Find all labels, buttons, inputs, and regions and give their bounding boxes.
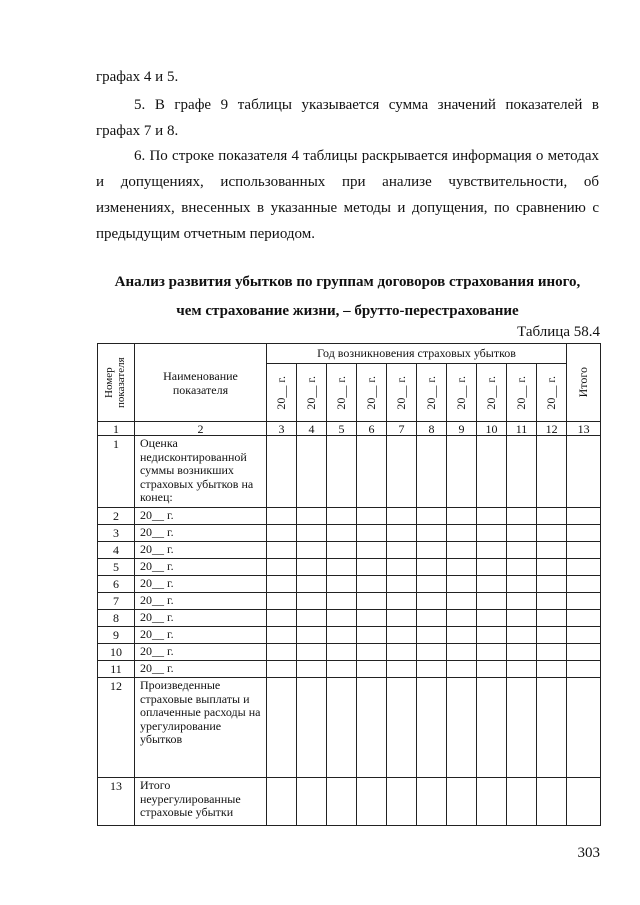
data-cell xyxy=(357,576,387,593)
column-number-cell: 12 xyxy=(537,422,567,436)
header-total-label: Итого xyxy=(576,367,591,398)
data-cell xyxy=(447,576,477,593)
data-cell xyxy=(267,525,297,542)
data-cell xyxy=(507,778,537,826)
data-cell xyxy=(417,661,447,678)
paragraph-item-5 xyxy=(96,92,599,144)
paragraph-line: графах 7 и 8. xyxy=(96,123,179,139)
paragraph-line: и допущениях, использованных при анализе чувствительности, об xyxy=(96,174,599,190)
loss-development-table xyxy=(97,343,601,826)
data-cell xyxy=(447,644,477,661)
header-total xyxy=(567,344,601,422)
data-cell xyxy=(387,593,417,610)
data-cell xyxy=(447,661,477,678)
data-cell xyxy=(567,661,601,678)
row-name-cell: Произведенные страховые выплаты и оплаченные расходы на урегулирование убытков xyxy=(135,678,267,778)
table-row xyxy=(98,644,601,661)
row-name-cell: 20__ г. xyxy=(135,593,267,610)
data-cell xyxy=(327,559,357,576)
data-cell xyxy=(417,627,447,644)
data-cell xyxy=(417,778,447,826)
column-number-cell: 11 xyxy=(507,422,537,436)
year-header-cell xyxy=(507,364,537,422)
data-cell xyxy=(357,559,387,576)
data-cell xyxy=(477,436,507,508)
data-cell xyxy=(537,508,567,525)
row-name-cell: 20__ г. xyxy=(135,610,267,627)
data-cell xyxy=(357,627,387,644)
data-cell xyxy=(507,627,537,644)
data-cell xyxy=(387,542,417,559)
row-name-cell: 20__ г. xyxy=(135,644,267,661)
row-name-cell: 20__ г. xyxy=(135,627,267,644)
data-cell xyxy=(327,644,357,661)
paragraph-fragment: графах 4 и 5. xyxy=(96,69,179,85)
data-cell xyxy=(297,661,327,678)
data-cell xyxy=(507,508,537,525)
year-header-cell xyxy=(477,364,507,422)
data-cell xyxy=(327,678,357,778)
data-cell xyxy=(477,610,507,627)
row-number-cell: 2 xyxy=(98,508,135,525)
data-cell xyxy=(417,542,447,559)
data-cell xyxy=(477,576,507,593)
data-cell xyxy=(327,542,357,559)
data-cell xyxy=(297,559,327,576)
year-header-label: 20__ г. xyxy=(304,375,318,410)
row-number-cell: 4 xyxy=(98,542,135,559)
year-header-label: 20__ г. xyxy=(394,375,408,410)
data-cell xyxy=(567,610,601,627)
data-cell xyxy=(387,678,417,778)
data-cell xyxy=(267,508,297,525)
table-row xyxy=(98,559,601,576)
data-cell xyxy=(357,593,387,610)
data-cell xyxy=(477,627,507,644)
row-number-cell: 5 xyxy=(98,559,135,576)
row-number-cell: 3 xyxy=(98,525,135,542)
data-cell xyxy=(567,559,601,576)
year-header-cell xyxy=(537,364,567,422)
data-cell xyxy=(417,644,447,661)
data-cell xyxy=(477,508,507,525)
data-cell xyxy=(297,593,327,610)
year-header-cell xyxy=(417,364,447,422)
data-cell xyxy=(567,576,601,593)
table-body xyxy=(98,436,601,826)
data-cell xyxy=(477,778,507,826)
data-cell xyxy=(447,627,477,644)
paragraph-item-6 xyxy=(96,143,599,247)
data-cell xyxy=(537,525,567,542)
data-cell xyxy=(507,610,537,627)
data-cell xyxy=(387,525,417,542)
column-number-cell: 3 xyxy=(267,422,297,436)
data-cell xyxy=(507,542,537,559)
data-cell xyxy=(477,559,507,576)
column-number-cell: 8 xyxy=(417,422,447,436)
data-cell xyxy=(567,778,601,826)
header-number-label: Номер показателя xyxy=(103,357,127,408)
year-header-cell xyxy=(447,364,477,422)
data-cell xyxy=(297,778,327,826)
row-name-cell: 20__ г. xyxy=(135,576,267,593)
data-cell xyxy=(387,644,417,661)
table-row xyxy=(98,508,601,525)
year-header-cell xyxy=(267,364,297,422)
data-cell xyxy=(537,576,567,593)
data-cell xyxy=(477,661,507,678)
column-number-cell: 4 xyxy=(297,422,327,436)
column-number-cell: 7 xyxy=(387,422,417,436)
data-cell xyxy=(357,644,387,661)
data-cell xyxy=(477,542,507,559)
data-cell xyxy=(267,576,297,593)
data-cell xyxy=(567,644,601,661)
table-row xyxy=(98,593,601,610)
row-name-cell: Оценка недисконтированной суммы возникших страховых убытков на конец: xyxy=(135,436,267,508)
data-cell xyxy=(447,525,477,542)
data-cell xyxy=(417,559,447,576)
year-header-label: 20__ г. xyxy=(364,375,378,410)
data-cell xyxy=(537,678,567,778)
row-number-cell: 7 xyxy=(98,593,135,610)
data-cell xyxy=(267,644,297,661)
data-cell xyxy=(387,627,417,644)
data-cell xyxy=(297,525,327,542)
data-cell xyxy=(387,436,417,508)
data-cell xyxy=(327,436,357,508)
paragraph-line: изменениях, внесенных в указанные методы и допущения, по сравнению с xyxy=(96,200,599,216)
year-header-label: 20__ г. xyxy=(514,375,528,410)
column-number-cell: 6 xyxy=(357,422,387,436)
data-cell xyxy=(387,508,417,525)
data-cell xyxy=(357,610,387,627)
data-cell xyxy=(567,542,601,559)
row-name-cell: 20__ г. xyxy=(135,559,267,576)
data-cell xyxy=(417,576,447,593)
data-cell xyxy=(267,542,297,559)
data-cell xyxy=(297,508,327,525)
column-number-cell: 2 xyxy=(135,422,267,436)
data-cell xyxy=(537,610,567,627)
data-cell xyxy=(447,593,477,610)
data-cell xyxy=(267,678,297,778)
table-title-line-2: чем страхование жизни, – брутто-перестрахование xyxy=(176,303,519,319)
year-header-cell xyxy=(357,364,387,422)
data-cell xyxy=(507,559,537,576)
data-cell xyxy=(477,678,507,778)
data-cell xyxy=(267,559,297,576)
year-header-cell xyxy=(387,364,417,422)
year-header-label: 20__ г. xyxy=(334,375,348,410)
table-row xyxy=(98,661,601,678)
row-number-cell: 9 xyxy=(98,627,135,644)
data-cell xyxy=(297,627,327,644)
data-cell xyxy=(537,644,567,661)
table-row xyxy=(98,678,601,778)
year-header-label: 20__ г. xyxy=(454,375,468,410)
data-cell xyxy=(417,508,447,525)
data-cell xyxy=(447,508,477,525)
row-number-cell: 13 xyxy=(98,778,135,826)
column-number-cell: 10 xyxy=(477,422,507,436)
row-name-cell: Итого неурегулированные страховые убытки xyxy=(135,778,267,826)
data-cell xyxy=(567,508,601,525)
data-cell xyxy=(357,678,387,778)
data-cell xyxy=(507,644,537,661)
table-label: Таблица 58.4 xyxy=(517,324,600,340)
data-cell xyxy=(507,576,537,593)
data-cell xyxy=(537,436,567,508)
header-year-group: Год возникновения страховых убытков xyxy=(267,344,567,364)
table-row xyxy=(98,542,601,559)
year-header-label: 20__ г. xyxy=(484,375,498,410)
column-number-cell: 13 xyxy=(567,422,601,436)
data-cell xyxy=(567,593,601,610)
column-number-cell: 5 xyxy=(327,422,357,436)
data-cell xyxy=(417,610,447,627)
data-cell xyxy=(267,627,297,644)
table-row xyxy=(98,778,601,826)
data-cell xyxy=(447,778,477,826)
data-cell xyxy=(537,542,567,559)
data-cell xyxy=(327,610,357,627)
table-row xyxy=(98,627,601,644)
row-name-cell: 20__ г. xyxy=(135,542,267,559)
data-cell xyxy=(447,678,477,778)
table-row xyxy=(98,436,601,508)
data-cell xyxy=(267,436,297,508)
table-row xyxy=(98,576,601,593)
paragraph-line: 6. По строке показателя 4 таблицы раскрывается информация о методах xyxy=(134,148,599,164)
page-number: 303 xyxy=(577,845,600,861)
column-number-row xyxy=(98,422,601,436)
data-cell xyxy=(357,661,387,678)
data-cell xyxy=(327,576,357,593)
column-number-cell: 1 xyxy=(98,422,135,436)
data-cell xyxy=(567,436,601,508)
data-cell xyxy=(387,778,417,826)
data-cell xyxy=(387,559,417,576)
data-cell xyxy=(477,644,507,661)
data-cell xyxy=(357,436,387,508)
row-name-cell: 20__ г. xyxy=(135,525,267,542)
data-cell xyxy=(387,576,417,593)
data-cell xyxy=(387,610,417,627)
data-cell xyxy=(357,778,387,826)
data-cell xyxy=(417,678,447,778)
data-cell xyxy=(537,593,567,610)
data-cell xyxy=(327,627,357,644)
row-number-cell: 6 xyxy=(98,576,135,593)
table-row xyxy=(98,525,601,542)
data-cell xyxy=(507,436,537,508)
paragraph-line: предыдущим отчетным периодом. xyxy=(96,226,315,242)
data-cell xyxy=(327,593,357,610)
column-number-cell: 9 xyxy=(447,422,477,436)
data-cell xyxy=(447,436,477,508)
data-cell xyxy=(327,778,357,826)
data-cell xyxy=(267,610,297,627)
data-cell xyxy=(537,559,567,576)
data-cell xyxy=(507,661,537,678)
data-cell xyxy=(267,778,297,826)
row-number-cell: 11 xyxy=(98,661,135,678)
data-cell xyxy=(297,610,327,627)
data-cell xyxy=(357,542,387,559)
data-cell xyxy=(477,593,507,610)
data-cell xyxy=(567,525,601,542)
data-cell xyxy=(417,436,447,508)
header-name: Наименование показателя xyxy=(135,344,267,422)
data-cell xyxy=(327,508,357,525)
data-cell xyxy=(417,593,447,610)
paragraph-line: 5. В графе 9 таблицы указывается сумма значений показателей в xyxy=(134,97,599,113)
year-header-label: 20__ г. xyxy=(544,375,559,410)
data-cell xyxy=(357,525,387,542)
data-cell xyxy=(537,627,567,644)
data-cell xyxy=(327,661,357,678)
year-header-label: 20__ г. xyxy=(424,375,438,410)
year-header-cell xyxy=(297,364,327,422)
table-row xyxy=(98,610,601,627)
data-cell xyxy=(537,778,567,826)
data-cell xyxy=(327,525,357,542)
data-cell xyxy=(447,559,477,576)
row-number-cell: 8 xyxy=(98,610,135,627)
row-name-cell: 20__ г. xyxy=(135,661,267,678)
data-cell xyxy=(297,436,327,508)
year-header-cell xyxy=(327,364,357,422)
data-cell xyxy=(537,661,567,678)
data-cell xyxy=(267,661,297,678)
data-cell xyxy=(387,661,417,678)
data-cell xyxy=(267,593,297,610)
table-title-line-1: Анализ развития убытков по группам договоров страхования иного, xyxy=(114,274,581,290)
data-cell xyxy=(417,525,447,542)
row-number-cell: 1 xyxy=(98,436,135,508)
data-cell xyxy=(567,627,601,644)
data-cell xyxy=(567,678,601,778)
data-cell xyxy=(297,542,327,559)
data-cell xyxy=(507,593,537,610)
data-cell xyxy=(447,610,477,627)
data-cell xyxy=(447,542,477,559)
row-name-cell: 20__ г. xyxy=(135,508,267,525)
header-number xyxy=(98,344,135,422)
data-cell xyxy=(507,678,537,778)
data-cell xyxy=(297,644,327,661)
data-cell xyxy=(297,678,327,778)
row-number-cell: 12 xyxy=(98,678,135,778)
data-cell xyxy=(507,525,537,542)
data-cell xyxy=(357,508,387,525)
year-header-label: 20__ г. xyxy=(274,375,288,410)
data-cell xyxy=(477,525,507,542)
row-number-cell: 10 xyxy=(98,644,135,661)
data-cell xyxy=(297,576,327,593)
